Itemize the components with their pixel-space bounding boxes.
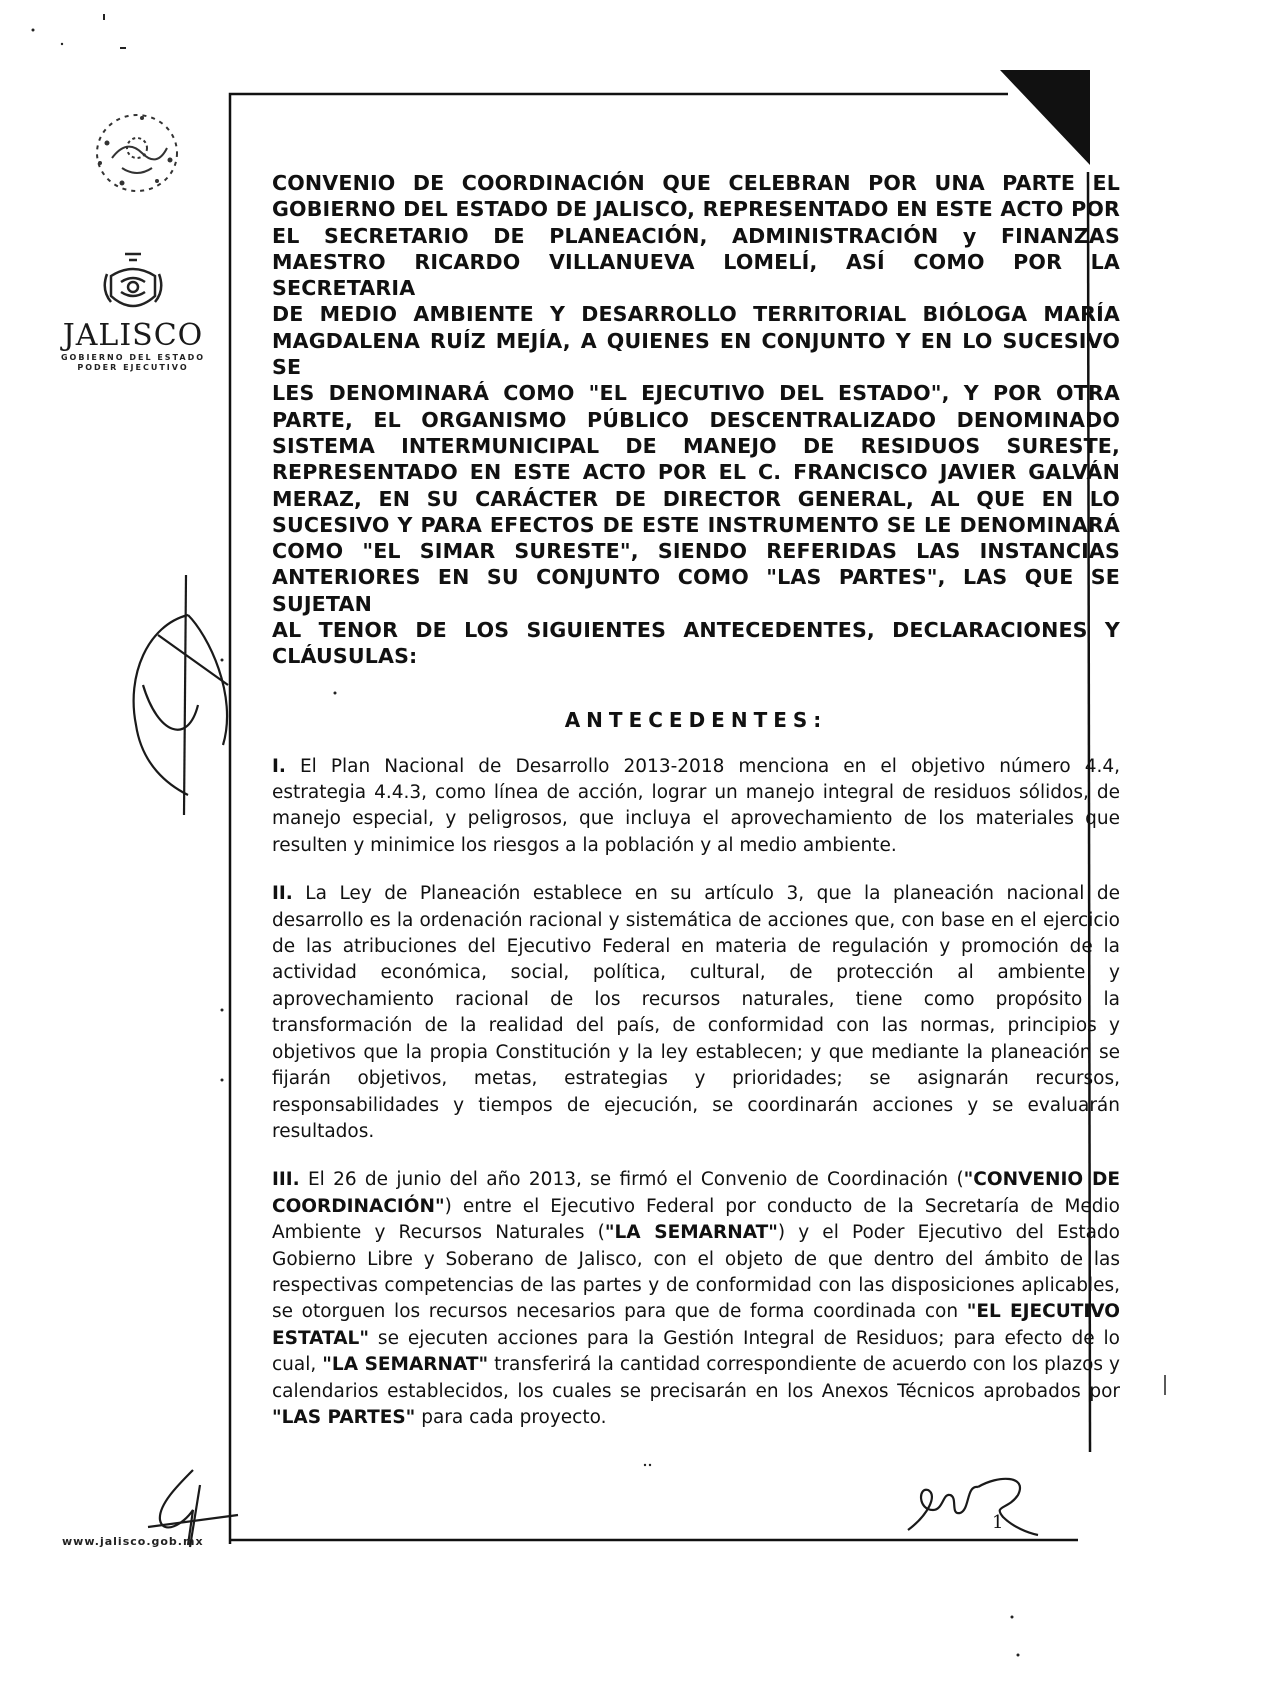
paragraph-i	[272, 754, 1120, 860]
bold-term: "EL EJECUTIVO ESTATAL"	[272, 1301, 1120, 1349]
bold-term: "LA SEMARNAT"	[604, 1222, 778, 1244]
title-line: COMO "EL SIMAR SURESTE", SIENDO REFERIDAS LAS INSTANCIAS	[272, 539, 1120, 564]
page-number: 1	[992, 1512, 1004, 1533]
paragraph-text: transferirá la cantidad correspondiente de acuerdo con los plazos y calendarios establecidos, los cuales se precisarán en los Anexos Técnicos aprobados por	[272, 1354, 1120, 1402]
paragraph-ii	[272, 881, 1120, 1145]
title-line: SUCESIVO Y PARA EFECTOS DE ESTE INSTRUMENTO SE LE DENOMINARÁ	[272, 512, 1120, 537]
paragraph-text: ) entre el Ejecutivo Federal por conducto de la Secretaría de Medio Ambiente y Recursos Naturales (	[272, 1195, 1120, 1244]
title-line: AL TENOR DE LOS SIGUIENTES ANTECEDENTES, DECLARACIONES Y	[272, 618, 1120, 643]
paragraph-number: I.	[272, 755, 286, 777]
paragraph-text: La Ley de Planeación establece en su artículo 3, que la planeación nacional de desarrollo es la ordenación racional y sistemática de acciones que, con base en el ejercicio de las atribuciones del Ejecutivo Federal en materia de regulación y promoción de la actividad económica, social, política, cultural, de protección al ambiente y aprovechamiento racional de los recursos naturales, tiene como propósito la transformación de la realidad del país, de conformidad con las normas, principios y objetivos que la propia Constitución y la ley establecen; y que mediante la planeación se fijarán objetivos, metas, estrategias y prioridades; se asignarán recursos, responsabilidades y tiempos de ejecución, se coordinarán acciones y se evaluarán resultados.	[272, 883, 1120, 1142]
paragraph-text: se ejecuten acciones para la Gestión Integral de Residuos; para efecto de lo cual,	[272, 1327, 1120, 1376]
title-line: CONVENIO DE COORDINACIÓN QUE CELEBRAN POR UNA PARTE EL	[272, 171, 1120, 195]
title-line: LES DENOMINARÁ COMO "EL EJECUTIVO DEL ESTADO", Y POR OTRA	[272, 381, 1120, 406]
title-line: MERAZ, EN SU CARÁCTER DE DIRECTOR GENERAL, AL QUE EN LO	[272, 486, 1120, 511]
jalisco-crest-icon	[97, 250, 169, 320]
document-title	[272, 170, 1120, 670]
title-line: PARTE, EL ORGANISMO PÚBLICO DESCENTRALIZADO DENOMINADO	[272, 407, 1120, 432]
title-line: EL SECRETARIO DE PLANEACIÓN, ADMINISTRACIÓN y FINANZAS	[272, 223, 1120, 248]
title-line: CLÁUSULAS:	[272, 644, 418, 669]
left-margin-signature	[128, 575, 238, 815]
website-url: www.jalisco.gob.mx	[62, 1535, 204, 1548]
jalisco-logo-title: JALISCO	[62, 318, 204, 353]
jalisco-logo	[58, 250, 208, 373]
paragraph-text: para cada proyecto.	[415, 1406, 607, 1428]
corner-mark	[1000, 70, 1090, 170]
title-line: MAESTRO RICARDO VILLANUEVA LOMELÍ, ASÍ COMO POR LA SECRETARIA	[272, 249, 1120, 301]
title-line: REPRESENTADO EN ESTE ACTO POR EL C. FRANCISCO JAVIER GALVÁN	[272, 460, 1120, 485]
title-line: MAGDALENA RUÍZ MEJÍA, A QUIENES EN CONJUNTO Y EN LO SUCESIVO SE	[272, 328, 1120, 380]
bold-term: "LA SEMARNAT"	[322, 1354, 489, 1376]
jalisco-logo-subtitle-2: PODER EJECUTIVO	[77, 363, 189, 372]
jalisco-logo-subtitle-1: GOBIERNO DEL ESTADO	[60, 353, 206, 362]
paragraph-text: El Plan Nacional de Desarrollo 2013-2018 menciona en el objetivo número 4.4, estrategia 4.4.3, como línea de acción, lograr un manejo integral de residuos sólidos, de manejo especial, y peligrosos, que incluya el aprovechamiento de los materiales que resulten y minimice los riesgos a la población y al medio ambiente.	[272, 755, 1120, 856]
initials-signature	[888, 1455, 1048, 1540]
paragraph-text: ) y el Poder Ejecutivo del Estado Gobierno Libre y Soberano de Jalisco, con el objeto de que dentro del ámbito de las respectivas competencias de las partes y de conformidad con las disposiciones aplicables, se otorguen los recursos necesarios para que de forma coordinada con	[272, 1222, 1120, 1323]
title-line: GOBIERNO DEL ESTADO DE JALISCO, REPRESENTADO EN ESTE ACTO POR	[272, 197, 1120, 222]
bold-term: "LAS PARTES"	[272, 1406, 416, 1428]
national-seal-icon	[82, 98, 192, 203]
section-heading-antecedentes: ANTECEDENTES:	[564, 707, 828, 732]
title-line: ANTERIORES EN SU CONJUNTO COMO "LAS PARTES", LAS QUE SE SUJETAN	[272, 565, 1120, 616]
paragraph-text: El 26 de junio del año 2013, se firmó el Convenio de Coordinación (	[299, 1169, 964, 1191]
title-line: SISTEMA INTERMUNICIPAL DE MANEJO DE RESIDUOS SURESTE,	[272, 433, 1120, 458]
paragraph-number: II.	[272, 883, 293, 905]
document-body	[272, 170, 1120, 1453]
paragraph-number: III.	[272, 1169, 300, 1191]
paragraph-iii	[272, 1167, 1120, 1431]
bold-term: "CONVENIO DE COORDINACIÓN"	[272, 1169, 1120, 1217]
title-line: DE MEDIO AMBIENTE Y DESARROLLO TERRITORIAL BIÓLOGA MARÍA	[272, 302, 1120, 327]
